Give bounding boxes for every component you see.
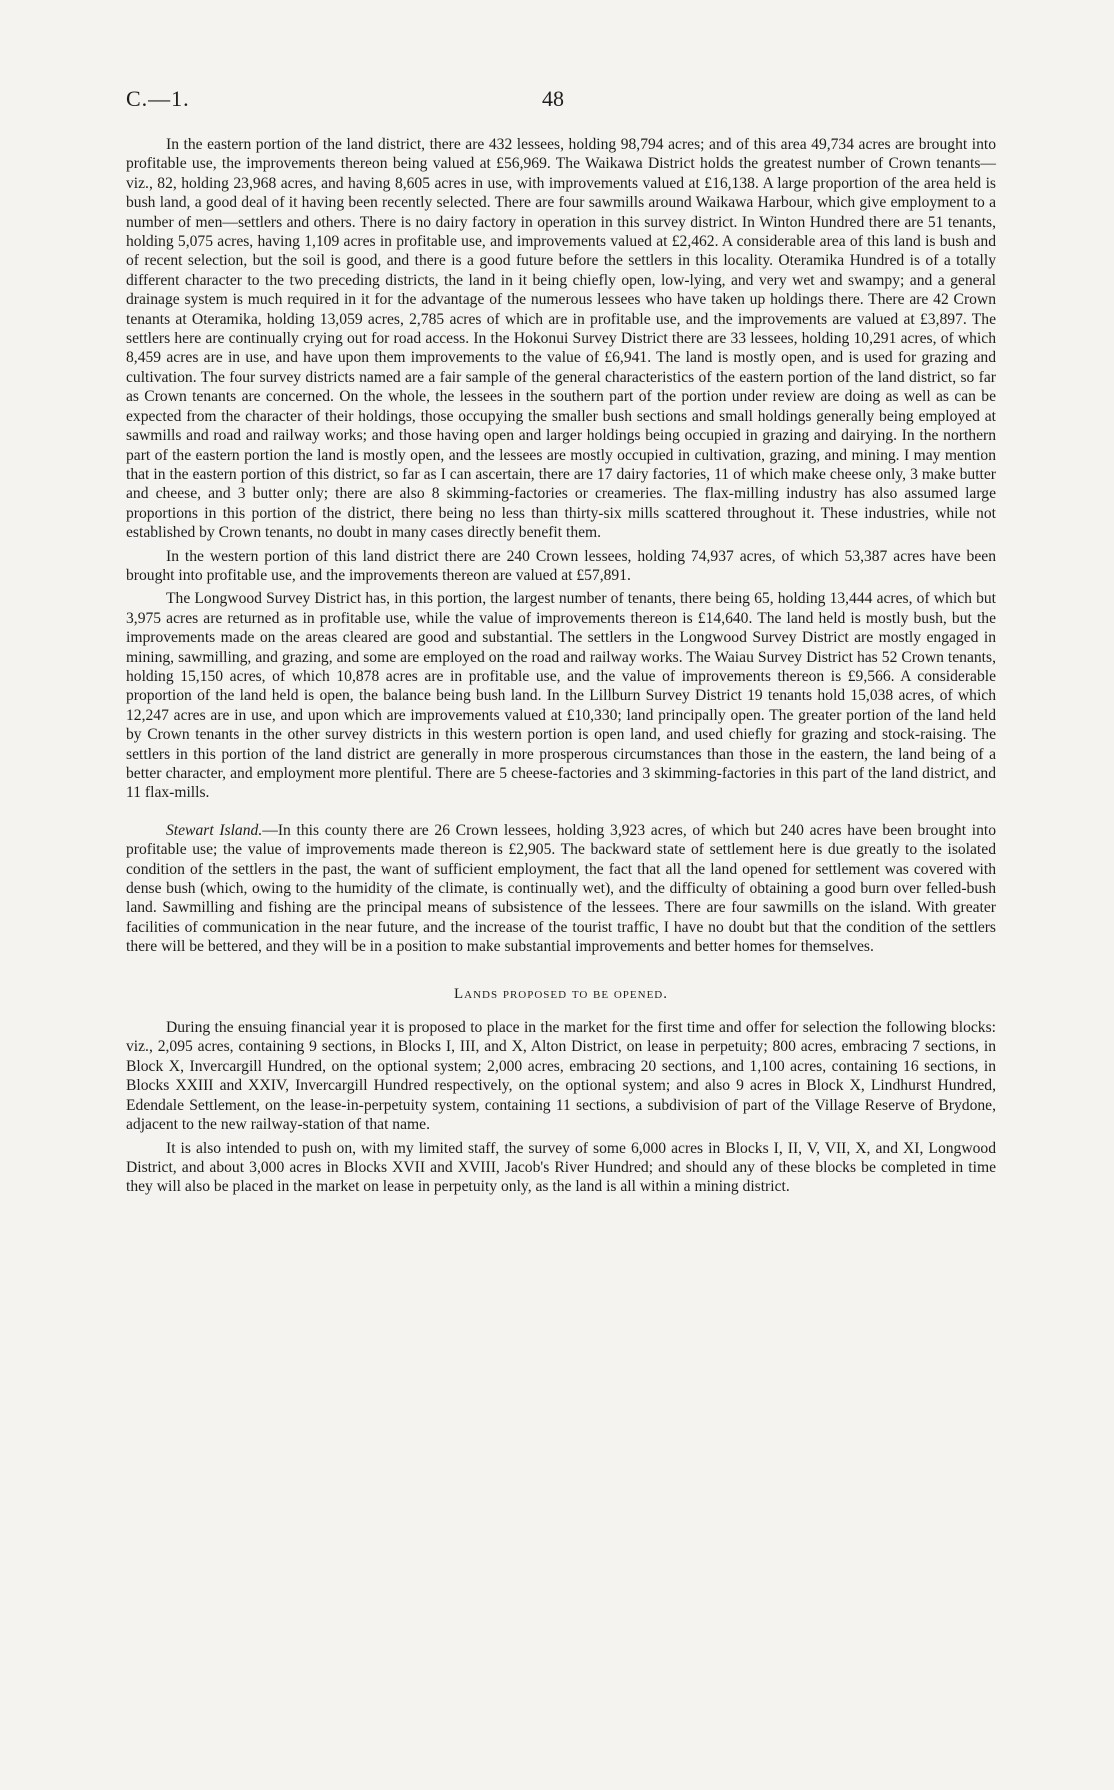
paragraph-longwood-district: The Longwood Survey District has, in this portion, the largest number of tenants, there being 65, holding 13,444 acres, of which but 3,975 acres are returned as in profitable use, while the value of improvements thereon is £14,640. The land held is mostly bush, but the improvements made on the areas cleared are good and substantial. The settlers in the Longwood Survey District are mostly engaged in mining, sawmilling, and grazing, and some are employed on the road and railway works. The Waiau Survey District has 52 Crown tenants, holding 15,150 acres, of which 10,878 acres are in profitable use, and the value of improvements thereon is £9,566. A considerable proportion of the land held is open, the balance being bush land. In the Lillburn Survey District 19 tenants hold 15,038 acres, of which 12,247 acres are in use, and upon which are improvements valued at £10,330; land principally open. The greater portion of the land held by Crown tenants in the other survey districts in this western portion is open land, and used chiefly for grazing and stock-raising. The settlers in this portion of the land district are generally in more prosperous circumstances than those in the eastern, the land being of a better character, and employment more plentiful. There are 5 cheese-factories and 3 skimming-factories in this part of the land district, and 11 flax-mills. xyxy=(126,590,996,802)
section-heading: Lands proposed to be opened. xyxy=(453,985,668,1002)
paragraph-ensuing-year: During the ensuing financial year it is proposed to place in the market for the first time and offer for selection the following blocks: viz., 2,095 acres, containing 9 sections, in Blocks I, III, and X, Alton District, on lease in perpetuity; 800 acres, embracing 7 sections, in Block X, Invercargill Hundred, on the optional system; 2,000 acres, embracing 20 sections, and 1,100 acres, containing 16 sections, in Blocks XXIII and XXIV, Invercargill Hundred respectively, on the optional system; and also 9 acres in Block X, Lindhurst Hundred, Edendale Settlement, on the lease-in-perpetuity system, containing 11 sections, a subdivision of part of the Village Reserve of Brydone, adjacent to the new railway-station of that name. xyxy=(126,1019,996,1134)
stewart-island-lead: Stewart Island. xyxy=(166,821,263,839)
paragraph-eastern-portion: In the eastern portion of the land district, there are 432 lessees, holding 98,794 acres; and of this area 49,734 acres are brought into profitable use, the improvements thereon being valued at £56,969. The Waikawa District holds the greatest number of Crown tenants—viz., 82, holding 23,968 acres, and having 8,605 acres in use, with improvements valued at £16,138. A large proportion of the area held is bush land, a good deal of it having been recently selected. There are four sawmills around Waikawa Harbour, which give employment to a number of men—settlers and others. There is no dairy factory in operation in this survey district. In Winton Hundred there are 51 tenants, holding 5,075 acres, having 1,109 acres in profitable use, and improvements valued at £2,462. A considerable area of this land is bush and of recent selection, but the soil is good, and there is a good future before the settlers in this locality. Oteramika Hundred is of a totally different character to the two preceding districts, the land in it being chiefly open, low-lying, and very wet and swampy; and a general drainage system is much required in it for the advantage of the numerous lessees who have taken up holdings there. There are 42 Crown tenants at Oteramika, holding 13,059 acres, 2,785 acres of which are in profitable use, and the improvements are valued at £3,897. The settlers here are continually crying out for road access. In the Hokonui Survey District there are 33 lessees, holding 10,291 acres, of which 8,459 acres are in use, and have upon them improvements to the value of £6,941. The land is mostly open, and is used for grazing and cultivation. The four survey districts named are a fair sample of the general characteristics of the eastern portion of the land district, so far as Crown tenants are concerned. On the whole, the lessees in the southern part of the portion under review are doing as well as can be expected from the character of their holdings, those occupying the smaller bush sections and small holdings generally being employed at sawmills and road and railway works; and those having open and larger holdings being occupied in grazing and dairying. In the northern part of the eastern portion the land is mostly open, and the lessees are mostly occupied in cultivation, grazing, and mining. I may mention that in the eastern portion of this district, so far as I can ascertain, there are 17 dairy factories, 11 of which make cheese only, 3 make butter and cheese, and 3 butter only; there are also 8 skimming-factories or creameries. The flax-milling industry has also assumed large proportions in this portion of the district, there being no less than thirty-six mills scattered throughout it. These industries, while not established by Crown tenants, no doubt in many cases directly benefit them. xyxy=(126,136,996,542)
page-number: 48 xyxy=(542,86,564,111)
document-reference: C.—1. xyxy=(126,86,190,111)
body-text xyxy=(126,135,996,1201)
page-header xyxy=(126,86,996,120)
stewart-island-text: —In this county there are 26 Crown lessees, holding 3,923 acres, of which but 240 acres have been brought into profitable use; the value of improvements made thereon is £2,905. The backward state of settlement here is due greatly to the isolated condition of the settlers in the past, the want of sufficient employment, the fact that all the land opened for settlement was covered with dense bush (which, owing to the humidity of the climate, is continually wet), and the difficulty of obtaining a good burn over felled-bush land. Sawmilling and fishing are the principal means of subsistence of the lessees. There are four sawmills on the island. With greater facilities of communication in the near future, and the increase of the tourist traffic, I have no doubt but that the condition of the settlers there will be bettered, and they will be in a position to make substantial improvements and better homes for themselves. xyxy=(126,821,996,956)
paragraph-western-portion: In the western portion of this land district there are 240 Crown lessees, holding 74,937 acres, of which 53,387 acres have been brought into profitable use, and the improvements thereon are valued at £57,891. xyxy=(126,547,996,584)
paragraph-stewart-island xyxy=(126,821,996,957)
paragraph-survey-plans: It is also intended to push on, with my limited staff, the survey of some 6,000 acres in Blocks I, II, V, VII, X, and XI, Longwood District, and about 3,000 acres in Blocks XVII and XVIII, Jacob's River Hundred; and should any of these blocks be completed in time they will also be placed in the market on lease in perpetuity only, as the land is all within a mining district. xyxy=(126,1139,996,1196)
